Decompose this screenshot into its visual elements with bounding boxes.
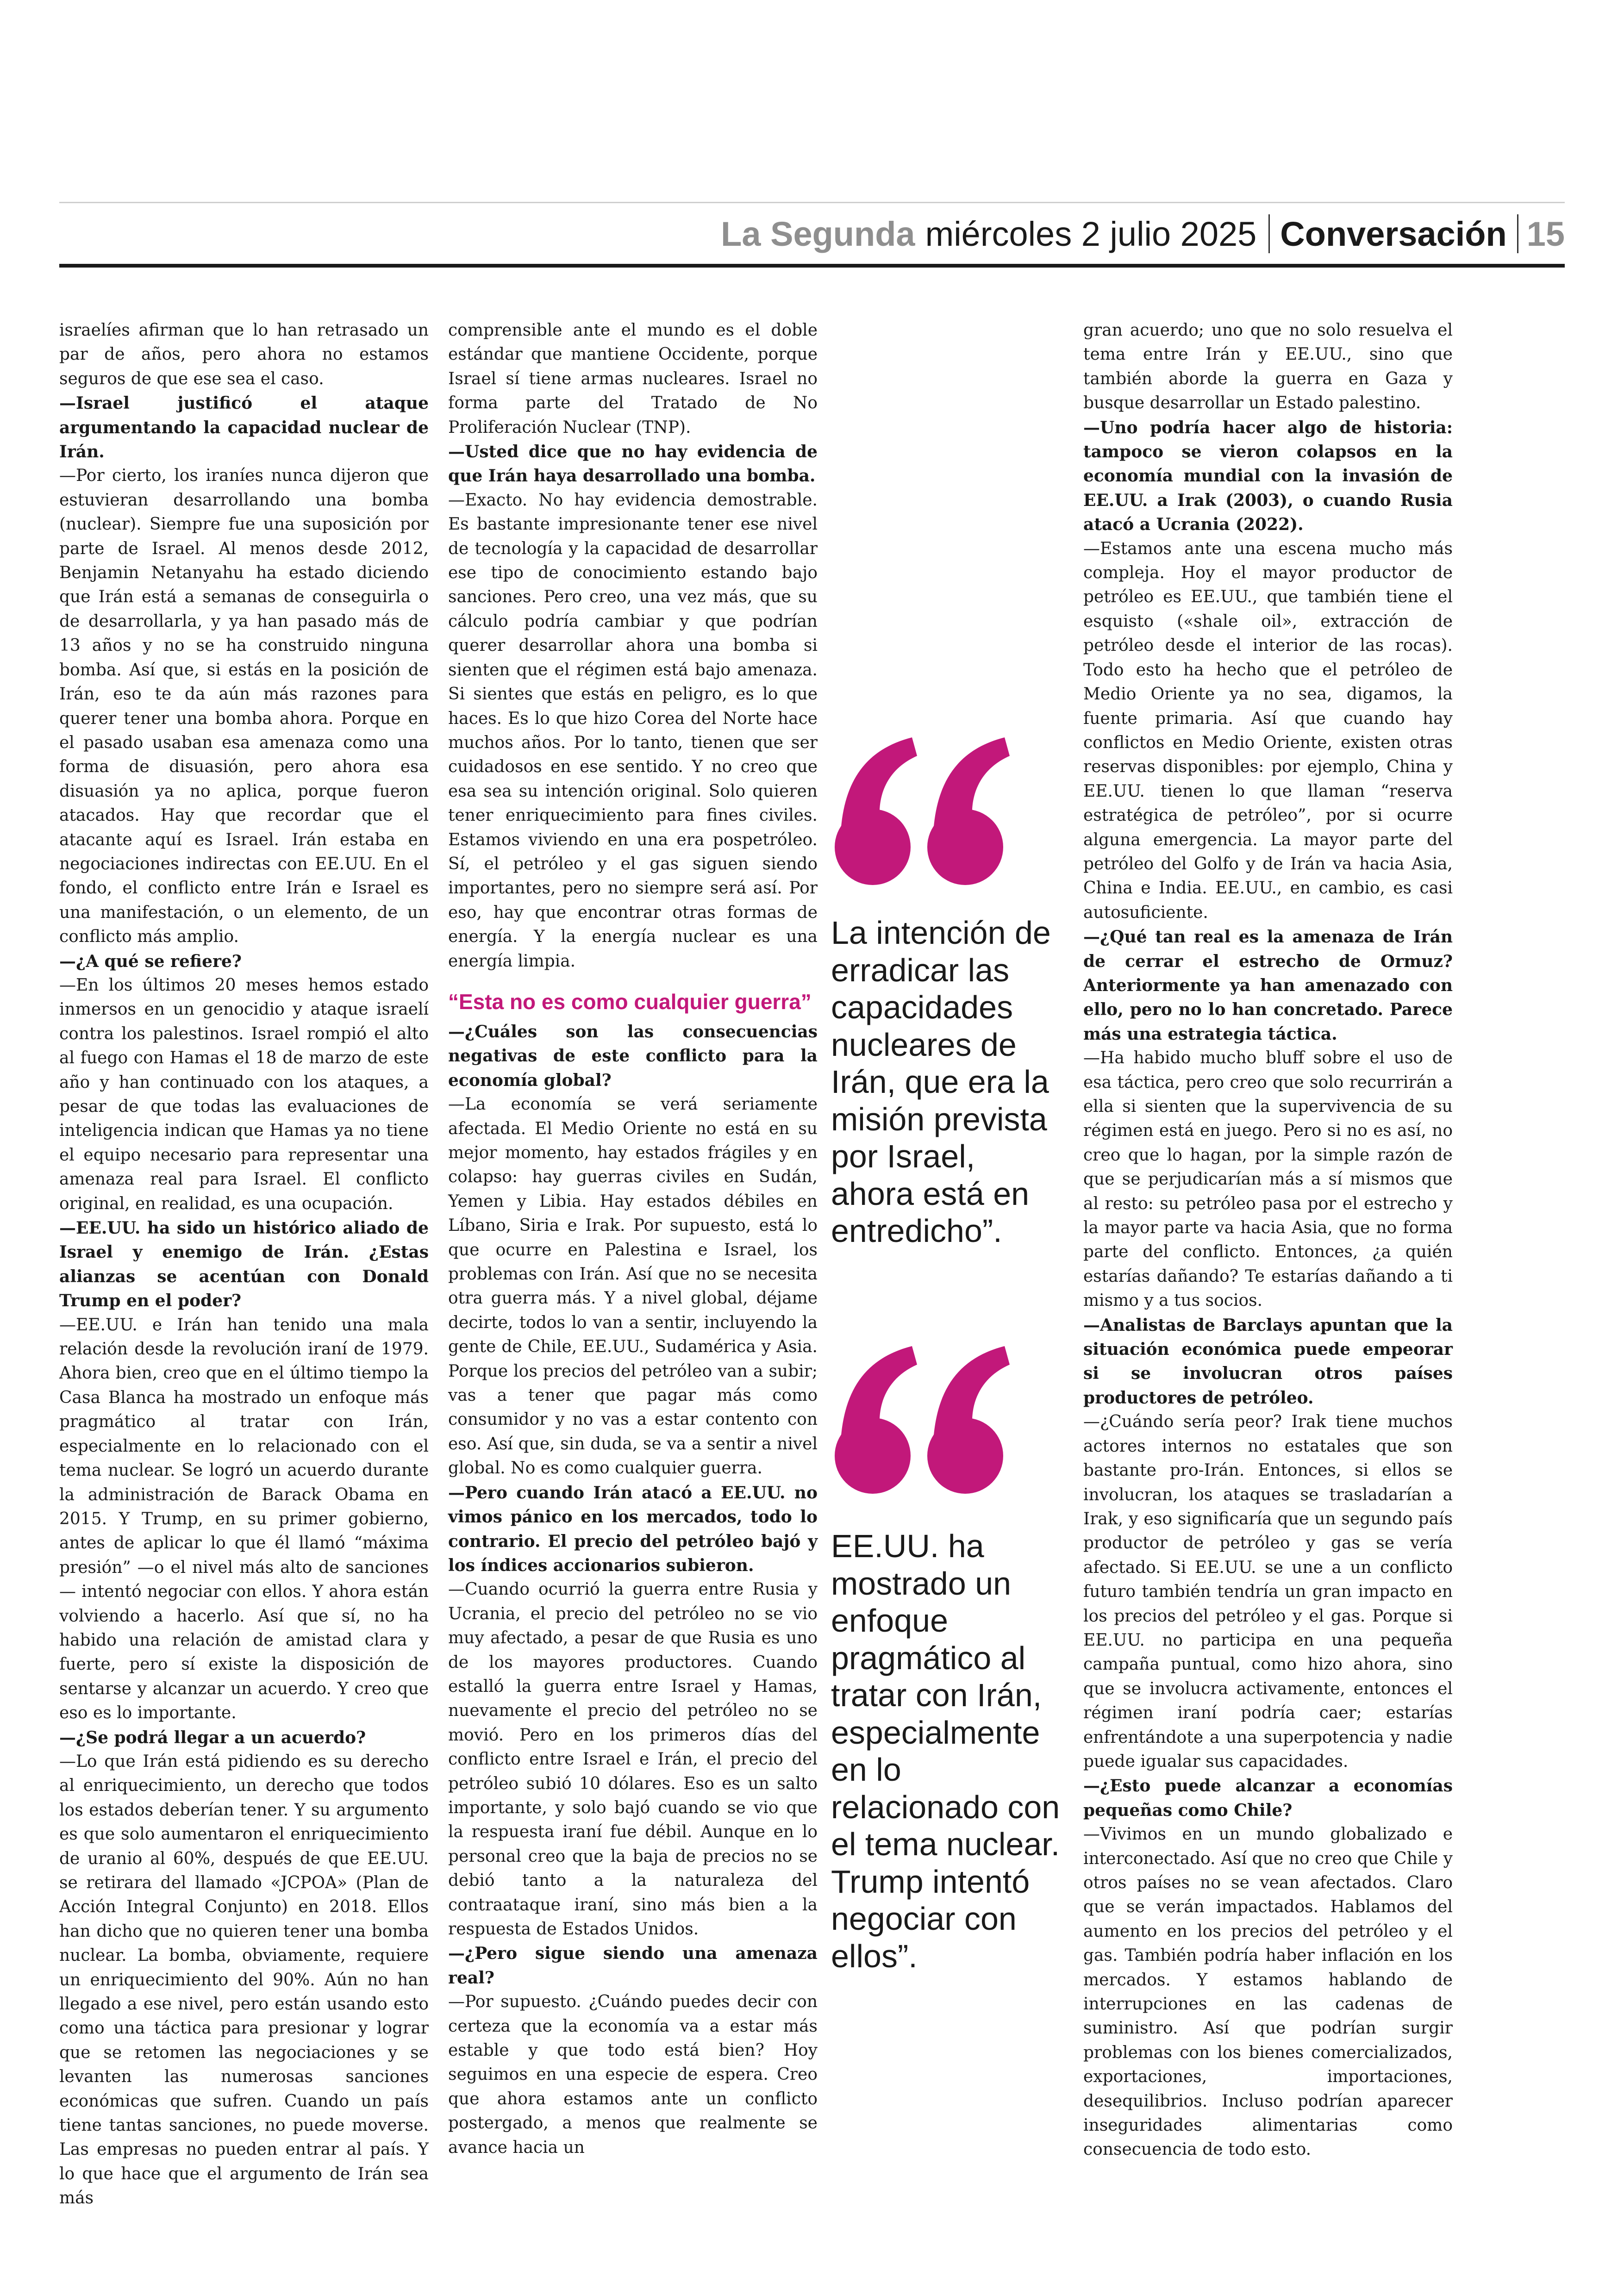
question-paragraph: —¿Pero sigue siendo una amenaza real?: [448, 1944, 818, 1988]
answer-paragraph: —Por supuesto. ¿Cuándo puedes decir con certeza que la economía va a estar más estable y que todo está bien? Hoy seguimos en una especie de espera. Creo que ahora estamos ante un conflicto postergado, a menos que realmente se avance hacia un: [448, 1992, 818, 2157]
answer-paragraph: —EE.UU. e Irán han tenido una mala relación desde la revolución iraní de 1979. Ahora bien, creo que en el último tiempo la Casa Blanca ha mostrado un enfoque más pragmático al tratar con Irán, especialmente en lo relacionado con el tema nuclear. Se logró un acuerdo durante la administración de Barack Obama en 2015. Y Trump, en su primer gobierno, antes de aplicar lo que él llamó “máxima presión” —o el nivel más alto de sanciones— intentó negociar con ellos. Y ahora están volviendo a hacerlo. Así que sí, no ha habido una relación de amistad clara y fuerte, pero sí existe la disposición de sentarse y alcanzar un acuerdo. Y creo que eso es lo importante.: [59, 1315, 429, 1723]
issue-date: miércoles 2 julio 2025: [925, 214, 1257, 253]
article-column-1: [59, 318, 429, 2208]
answer-paragraph: israelíes afirman que lo han retrasado un par de años, pero ahora no estamos seguros de que ese sea el caso.: [59, 321, 429, 388]
answer-paragraph: —¿Cuándo sería peor? Irak tiene muchos actores internos no estatales que son bastante pro-Irán. Entonces, si ellos se involucran, los ataques se trasladarían a Irak, y eso significaría que un segundo país productor de petróleo y gas se vería afectado. Si EE.UU. se une a un conflicto futuro también tendría un gran impacto en los precios del petróleo y el gas. Porque si EE.UU. no participa en una pequeña campaña puntual, como hizo ahora, sino que se involucra activamente, entonces el régimen iraní podría caer; estarías enfrentándote a una superpotencia y nadie puede igualar sus capacidades.: [1083, 1412, 1453, 1771]
question-paragraph: —¿Esto puede alcanzar a economías pequeñas como Chile?: [1083, 1776, 1453, 1820]
article-column-2: [448, 318, 818, 2157]
answer-paragraph: —Lo que Irán está pidiendo es su derecho al enriquecimiento, un derecho que todos los estados deberían tener. Y su argumento es que solo aumentaron el enriquecimiento de uranio al 60%, después de que EE.UU. se retirara del llamado «JCPOA» (Plan de Acción Integral Conjunto) en 2018. Ellos han dicho que no quieren tener una bomba nuclear. La bomba, obviamente, requiere un enriquecimiento del 90%. Aún no han llegado a ese nivel, pero están usando esto como una táctica para presionar y lograr que se retomen las negociaciones y se levanten las numerosas sanciones económicas que sufren. Cuando un país tiene tantas sanciones, no puede moverse. Las empresas no pueden entrar al país. Y lo que hace que el argumento de Irán sea más: [59, 1752, 429, 2208]
answer-paragraph: —Ha habido mucho bluff sobre el uso de esa táctica, pero creo que solo recurrirán a ella si sienten que la supervivencia de su régimen está en juego. Pero si no es así, no creo que lo hagan, por la simple razón de que se perjudicarían más a sí mismos que al resto: su petróleo pasa por el estrecho y la mayor parte va hacia Asia, que no forma parte del conflicto. Entonces, ¿a quién estarías dañando? Te estarías dañando a ti mismo y a tus socios.: [1083, 1048, 1453, 1310]
question-paragraph: —Uno podría hacer algo de historia: tampoco se vieron colapsos en la economía mundial con la invasión de EE.UU. a Irak (2003), o cuando Rusia atacó a Ucrania (2022).: [1083, 418, 1453, 535]
masthead: [721, 207, 1565, 260]
pull-quote: La intención de erradicar las capacidades nucleares de Irán, que era la misión prevista por Israel, ahora está en entredicho”.: [831, 915, 1051, 1249]
question-paragraph: —¿A qué se refiere?: [59, 951, 242, 971]
answer-paragraph: —Vivimos en un mundo globalizado e interconectado. Así que no creo que Chile y otros países no se vean afectados. Claro que se verán impactados. Hablamos del aumento en los precios del petróleo y el gas. También podría haber inflación en los mercados. Y estamos hablando de interrupciones en las cadenas de suministro. Así que podrían surgir problemas con los bienes comercializados, exportaciones, importaciones, desequilibrios. Incluso podrían aparecer inseguridades alimentarias como consecuencia de todo esto.: [1083, 1825, 1453, 2159]
quote-mark-icon: [831, 1342, 1014, 1497]
question-paragraph: —Israel justificó el ataque argumentando la capacidad nuclear de Irán.: [59, 393, 429, 462]
answer-paragraph: —Por cierto, los iraníes nunca dijeron que estuvieran desarrollando una bomba (nuclear). Siempre fue una suposición por parte de Israel. Al menos desde 2012, Benjamin Netanyahu ha estado diciendo que Irán está a semanas de conseguirla o de desarrollarla, y ya han pasado más de 13 años y no se ha construido ninguna bomba. Así que, si estás en la posición de Irán, eso te da aún más razones para querer tener una bomba ahora. Porque en el pasado usaban esa amenaza como una forma de disuasión, pero ahora esa disuasión ya no aplica, porque fueron atacados. Hay que recordar que el atacante aquí es Israel. Irán estaba en negociaciones indirectas con EE.UU. En el fondo, el conflicto entre Irán e Israel es una manifestación, o un elemento, de un conflicto más amplio.: [59, 466, 429, 947]
page-number: 15: [1526, 214, 1565, 253]
answer-paragraph: —En los últimos 20 meses hemos estado inmersos en un genocidio y ataque israelí contra los palestinos. Israel rompió el alto al fuego con Hamas el 18 de marzo de este año y han continuado con los ataques, a pesar de que todas las evaluaciones de inteligencia indican que Hamas ya no tiene el equipo necesario para representar una amenaza real para Israel. El conflicto original, en realidad, es una ocupación.: [59, 975, 429, 1213]
question-paragraph: —Analistas de Barclays apuntan que la situación económica puede empeorar si se involucran otros países productores de petróleo.: [1083, 1315, 1453, 1408]
question-paragraph: —Usted dice que no hay evidencia de que Irán haya desarrollado una bomba.: [448, 442, 818, 486]
answer-paragraph: —Cuando ocurrió la guerra entre Rusia y Ucrania, el precio del petróleo no se vio muy afectado, a pesar de que Rusia es uno de los mayores productores. Cuando estalló la guerra entre Israel y Hamas, nuevamente el precio del petróleo no se movió. Pero en los primeros días del conflicto entre Israel e Irán, el precio del petróleo subió 10 dólares. Eso es un salto importante, y solo bajó cuando se vio que la respuesta iraní fue débil. Aunque en lo personal creo que la baja de precios no se debió tanto a la naturaleza del contraataque iraní, sino más bien a la respuesta de Estados Unidos.: [448, 1580, 818, 1939]
masthead-divider: [1517, 214, 1518, 253]
question-paragraph: —Pero cuando Irán atacó a EE.UU. no vimos pánico en los mercados, todo lo contrario. El precio del petróleo bajó y los índices accionarios subieron.: [448, 1483, 818, 1575]
question-paragraph: —EE.UU. ha sido un histórico aliado de Israel y enemigo de Irán. ¿Estas alianzas se acentúan con Donald Trump en el poder?: [59, 1218, 429, 1311]
answer-paragraph: comprensible ante el mundo es el doble estándar que mantiene Occidente, porque Israel sí tiene armas nucleares. Israel no forma parte del Tratado de No Proliferación Nuclear (TNP).: [448, 321, 818, 437]
answer-paragraph: —Estamos ante una escena mucho más compleja. Hoy el mayor productor de petróleo es EE.UU., que también tiene el esquisto («shale oil», extracción de petróleo desde el interior de las rocas). Todo esto ha hecho que el petróleo de Medio Oriente ya no sea, digamos, la fuente primaria. Así que cuando hay conflictos en Medio Oriente, existen otras reservas disponibles: por ejemplo, China y EE.UU. tienen lo que llaman “reserva estratégica de petróleo”, por si ocurre alguna emergencia. La mayor parte del petróleo del Golfo y de Irán va hacia Asia, China e India. EE.UU., en cambio, es casi autosuficiente.: [1083, 539, 1453, 922]
question-paragraph: —¿Qué tan real es la amenaza de Irán de cerrar el estrecho de Ormuz? Anteriormente ya han amenazado con ello, pero no lo han concretado. Parece más una estrategia táctica.: [1083, 927, 1453, 1044]
answer-paragraph: —Exacto. No hay evidencia demostrable. Es bastante impresionante tener ese nivel de tecnología y la capacidad de desarrollar ese tipo de conocimiento estando bajo sanciones. Pero creo, una vez más, que su cálculo podría cambiar y que podrían querer desarrollar ahora una bomba si sienten que el régimen está bajo amenaza. Si sientes que estás en peligro, es lo que haces. Es lo que hizo Corea del Norte hace muchos años. Por lo tanto, tienen que ser cuidadosos en ese sentido. Y no creo que esa sea su intención original. Solo quieren tener enriquecimiento para fines civiles. Estamos viviendo en una era pospetróleo. Sí, el petróleo y el gas siguen siendo importantes, pero no siempre será así. Por eso, hay que encontrar otras formas de energía. Y la energía nuclear es una energía limpia.: [448, 490, 818, 971]
section-subheading: “Esta no es como cualquier guerra”: [448, 989, 812, 1014]
quote-mark-icon: [831, 734, 1014, 889]
section-name: Conversación: [1280, 214, 1507, 253]
article-column-4: [1083, 318, 1453, 2159]
question-paragraph: —¿Cuáles son las consecuencias negativas de este conflicto para la economía global?: [448, 1022, 818, 1090]
pull-quote: EE.UU. ha mostrado un enfoque pragmático al tratar con Irán, especialmente en lo relacionado con el tema nuclear. Trump intentó negociar con ellos”.: [831, 1528, 1060, 1974]
newspaper-name: La Segunda: [721, 214, 915, 253]
question-paragraph: —¿Se podrá llegar a un acuerdo?: [59, 1727, 366, 1747]
answer-paragraph: —La economía se verá seriamente afectada. El Medio Oriente no está en su mejor momento, hay estados frágiles y en colapso: hay guerras civiles en Sudán, Yemen y Libia. Hay estados débiles en Líbano, Siria e Irak. Por supuesto, está lo que ocurre en Palestina e Israel, los problemas con Irán. Así que no se necesita otra guerra más. Y a nivel global, déjame decirte, todos lo van a sentir, incluyendo la gente de Chile, EE.UU., Sudamérica y Asia. Porque los precios del petróleo van a subir; vas a tener que pagar más como consumidor y no vas a estar contento con eso. Así que, sin duda, se va a sentir a nivel global. No es como cualquier guerra.: [448, 1095, 818, 1478]
answer-paragraph: gran acuerdo; uno que no solo resuelva el tema entre Irán y EE.UU., sino que también aborde la guerra en Gaza y busque desarrollar un Estado palestino.: [1083, 321, 1453, 413]
masthead-bottom-rule: [59, 264, 1565, 268]
masthead-top-rule: [59, 202, 1565, 203]
masthead-divider: [1268, 214, 1270, 253]
